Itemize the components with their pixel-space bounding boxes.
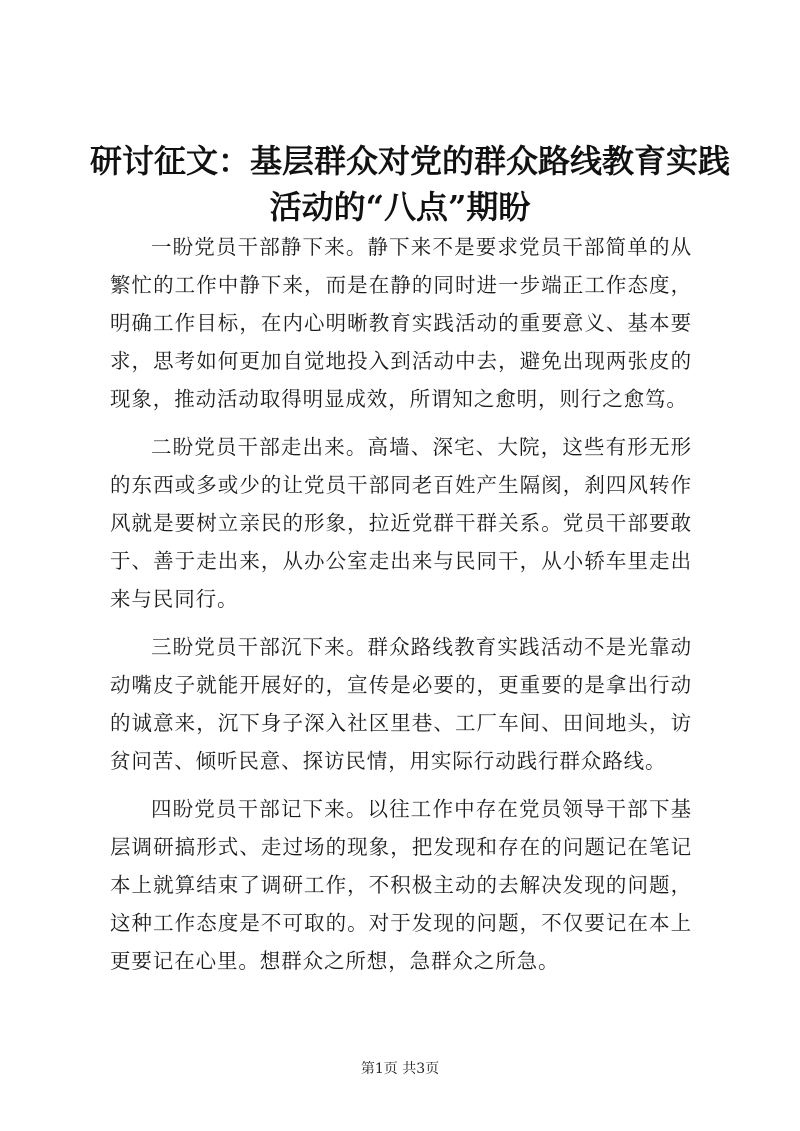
paragraph-2: 二盼党员干部走出来。高墙、深宅、大院，这些有形无形的东西或多或少的让党员干部同老百姓产生隔阂，刹四风转作风就是要树立亲民的形象，拉近党群干群关系。党员干部要敢于、善于走出来，从办公室走出来与民同干，从小轿车里走出来与民同行。 [110,435,692,611]
paragraph-4: 四盼党员干部记下来。以往工作中存在党员领导干部下基层调研搞形式、走过场的现象，把发现和存在的问题记在笔记本上就算结束了调研工作，不积极主动的去解决发现的问题，这种工作态度是不可取的。对于发现的问题，不仅要记在本上更要记在心里。想群众之所想，急群众之所急。 [110,797,692,973]
title-line-1: 研讨征文：基层群众对党的群众路线教育实践 [90,142,731,180]
title-line-2: 活动的“八点”期盼 [269,188,531,226]
document-title [90,138,731,230]
paragraph-1: 一盼党员干部静下来。静下来不是要求党员干部简单的从繁忙的工作中静下来，而是在静的同时进一步端正工作态度，明确工作目标，在内心明晰教育实践活动的重要意义、基本要求，思考如何更加自觉地投入到活动中去，避免出现两张皮的现象，推动活动取得明显成效，所谓知之愈明，则行之愈笃。 [110,235,692,411]
paragraph-3: 三盼党员干部沉下来。群众路线教育实践活动不是光靠动动嘴皮子就能开展好的，宣传是必要的，更重要的是拿出行动的诚意来，沉下身子深入社区里巷、工厂车间、田间地头，访贫问苦、倾听民意、探访民情，用实际行动践行群众路线。 [110,635,692,773]
page-footer: 第1页 共3页 [360,1061,440,1077]
document-body [110,228,692,990]
